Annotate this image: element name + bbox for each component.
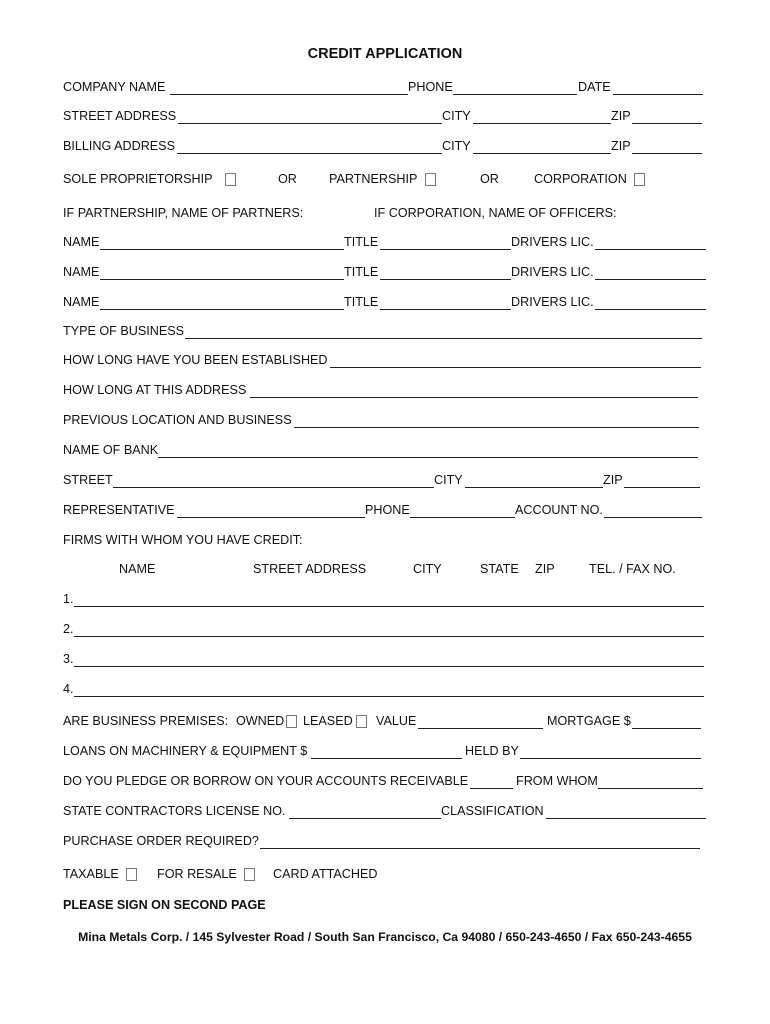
contractors-license-label: STATE CONTRACTORS LICENSE NO. (63, 804, 286, 818)
city-field[interactable] (473, 123, 611, 124)
col-name-header: NAME (119, 562, 156, 576)
corporation-label: CORPORATION (534, 172, 627, 186)
officer-title-field[interactable] (380, 279, 511, 280)
firm-row-number: 1. (63, 592, 74, 606)
mortgage-field[interactable] (632, 728, 701, 729)
zip-field[interactable] (632, 123, 702, 124)
rep-phone-label: PHONE (365, 503, 410, 517)
representative-label: REPRESENTATIVE (63, 503, 175, 517)
city-label: CITY (442, 109, 471, 123)
from-whom-label: FROM WHOM (516, 774, 598, 788)
billing-city-label: CITY (442, 139, 471, 153)
officers-heading: IF CORPORATION, NAME OF OFFICERS: (374, 206, 617, 220)
for-resale-label: FOR RESALE (157, 867, 237, 881)
firm-row-number: 4. (63, 682, 74, 696)
bank-city-label: CITY (434, 473, 463, 487)
classification-field[interactable] (546, 818, 706, 819)
pledge-label: DO YOU PLEDGE OR BORROW ON YOUR ACCOUNTS RECEIVABLE (63, 774, 469, 788)
officer-name-field[interactable] (100, 309, 344, 310)
col-street-header: STREET ADDRESS (253, 562, 367, 576)
drivers-lic-field[interactable] (595, 249, 706, 250)
representative-field[interactable] (177, 517, 365, 518)
leased-label: LEASED (303, 714, 353, 728)
officer-title-label: TITLE (344, 235, 379, 249)
company-name-label: COMPANY NAME (63, 80, 166, 94)
time-at-address-field[interactable] (250, 397, 698, 398)
or-label: OR (480, 172, 499, 186)
loans-field[interactable] (311, 758, 462, 759)
street-address-field[interactable] (178, 123, 442, 124)
rep-phone-field[interactable] (410, 517, 515, 518)
firm-row-field[interactable] (74, 606, 704, 607)
sign-instruction: PLEASE SIGN ON SECOND PAGE (63, 898, 266, 912)
col-telfax-header: TEL. / FAX NO. (589, 562, 676, 576)
drivers-lic-label: DRIVERS LIC. (511, 235, 594, 249)
date-field[interactable] (613, 94, 703, 95)
firm-row-field[interactable] (74, 636, 704, 637)
officer-name-field[interactable] (100, 249, 344, 250)
billing-address-label: BILLING ADDRESS (63, 139, 175, 153)
firms-heading: FIRMS WITH WHOM YOU HAVE CREDIT: (63, 533, 303, 547)
drivers-lic-field[interactable] (595, 279, 706, 280)
firm-row-number: 2. (63, 622, 74, 636)
premises-label: ARE BUSINESS PREMISES: (63, 714, 229, 728)
held-by-label: HELD BY (465, 744, 519, 758)
bank-street-label: STREET (63, 473, 113, 487)
sole-proprietorship-label: SOLE PROPRIETORSHIP (63, 172, 213, 186)
or-label: OR (278, 172, 297, 186)
firm-row-field[interactable] (74, 696, 704, 697)
partners-heading: IF PARTNERSHIP, NAME OF PARTNERS: (63, 206, 304, 220)
bank-zip-field[interactable] (624, 487, 700, 488)
company-footer: Mina Metals Corp. / 145 Sylvester Road / South San Francisco, Ca 94080 / 650-243-4650 / Fax 650-243-4655 (78, 930, 692, 944)
date-label: DATE (578, 80, 611, 94)
purchase-order-field[interactable] (260, 848, 700, 849)
from-whom-field[interactable] (598, 788, 703, 789)
mortgage-label: MORTGAGE $ (547, 714, 631, 728)
officer-title-field[interactable] (380, 309, 511, 310)
col-state-header: STATE (480, 562, 519, 576)
officer-title-label: TITLE (344, 295, 379, 309)
billing-zip-label: ZIP (611, 139, 631, 153)
officer-name-label: NAME (63, 265, 100, 279)
owned-checkbox[interactable] (286, 715, 297, 728)
type-of-business-label: TYPE OF BUSINESS (63, 324, 185, 338)
partnership-checkbox[interactable] (425, 173, 436, 186)
company-name-field[interactable] (170, 94, 408, 95)
value-field[interactable] (418, 728, 543, 729)
bank-street-field[interactable] (113, 487, 434, 488)
officer-name-label: NAME (63, 295, 100, 309)
taxable-label: TAXABLE (63, 867, 119, 881)
drivers-lic-label: DRIVERS LIC. (511, 265, 594, 279)
owned-label: OWNED (236, 714, 285, 728)
drivers-lic-label: DRIVERS LIC. (511, 295, 594, 309)
phone-label: PHONE (408, 80, 453, 94)
officer-name-label: NAME (63, 235, 100, 249)
classification-label: CLASSIFICATION (441, 804, 544, 818)
page-title: CREDIT APPLICATION (307, 46, 463, 62)
time-at-address-label: HOW LONG AT THIS ADDRESS (63, 383, 247, 397)
bank-name-label: NAME OF BANK (63, 443, 159, 457)
account-no-field[interactable] (604, 517, 702, 518)
account-no-label: ACCOUNT NO. (515, 503, 603, 517)
type-of-business-field[interactable] (185, 338, 702, 339)
bank-name-field[interactable] (158, 457, 698, 458)
card-attached-label: CARD ATTACHED (273, 867, 378, 881)
bank-city-field[interactable] (465, 487, 603, 488)
street-address-label: STREET ADDRESS (63, 109, 177, 123)
loans-label: LOANS ON MACHINERY & EQUIPMENT $ (63, 744, 308, 758)
firm-row-number: 3. (63, 652, 74, 666)
billing-city-field[interactable] (473, 153, 611, 154)
partnership-label: PARTNERSHIP (329, 172, 418, 186)
drivers-lic-field[interactable] (595, 309, 706, 310)
contractors-license-field[interactable] (289, 818, 441, 819)
officer-title-field[interactable] (380, 249, 511, 250)
firm-row-field[interactable] (74, 666, 704, 667)
previous-location-field[interactable] (294, 427, 699, 428)
officer-title-label: TITLE (344, 265, 379, 279)
col-city-header: CITY (413, 562, 442, 576)
previous-location-label: PREVIOUS LOCATION AND BUSINESS (63, 413, 292, 427)
officer-name-field[interactable] (100, 279, 344, 280)
sole-proprietorship-checkbox[interactable] (225, 173, 236, 186)
billing-address-field[interactable] (177, 153, 442, 154)
pledge-field[interactable] (470, 788, 513, 789)
value-label: VALUE (376, 714, 417, 728)
billing-zip-field[interactable] (632, 153, 702, 154)
col-zip-header: ZIP (535, 562, 555, 576)
taxable-checkbox[interactable] (126, 868, 137, 881)
corporation-checkbox[interactable] (634, 173, 645, 186)
bank-zip-label: ZIP (603, 473, 623, 487)
held-by-field[interactable] (520, 758, 701, 759)
established-label: HOW LONG HAVE YOU BEEN ESTABLISHED (63, 353, 328, 367)
purchase-order-label: PURCHASE ORDER REQUIRED? (63, 834, 259, 848)
for-resale-checkbox[interactable] (244, 868, 255, 881)
phone-field[interactable] (453, 94, 577, 95)
leased-checkbox[interactable] (356, 715, 367, 728)
zip-label: ZIP (611, 109, 631, 123)
established-field[interactable] (330, 367, 701, 368)
